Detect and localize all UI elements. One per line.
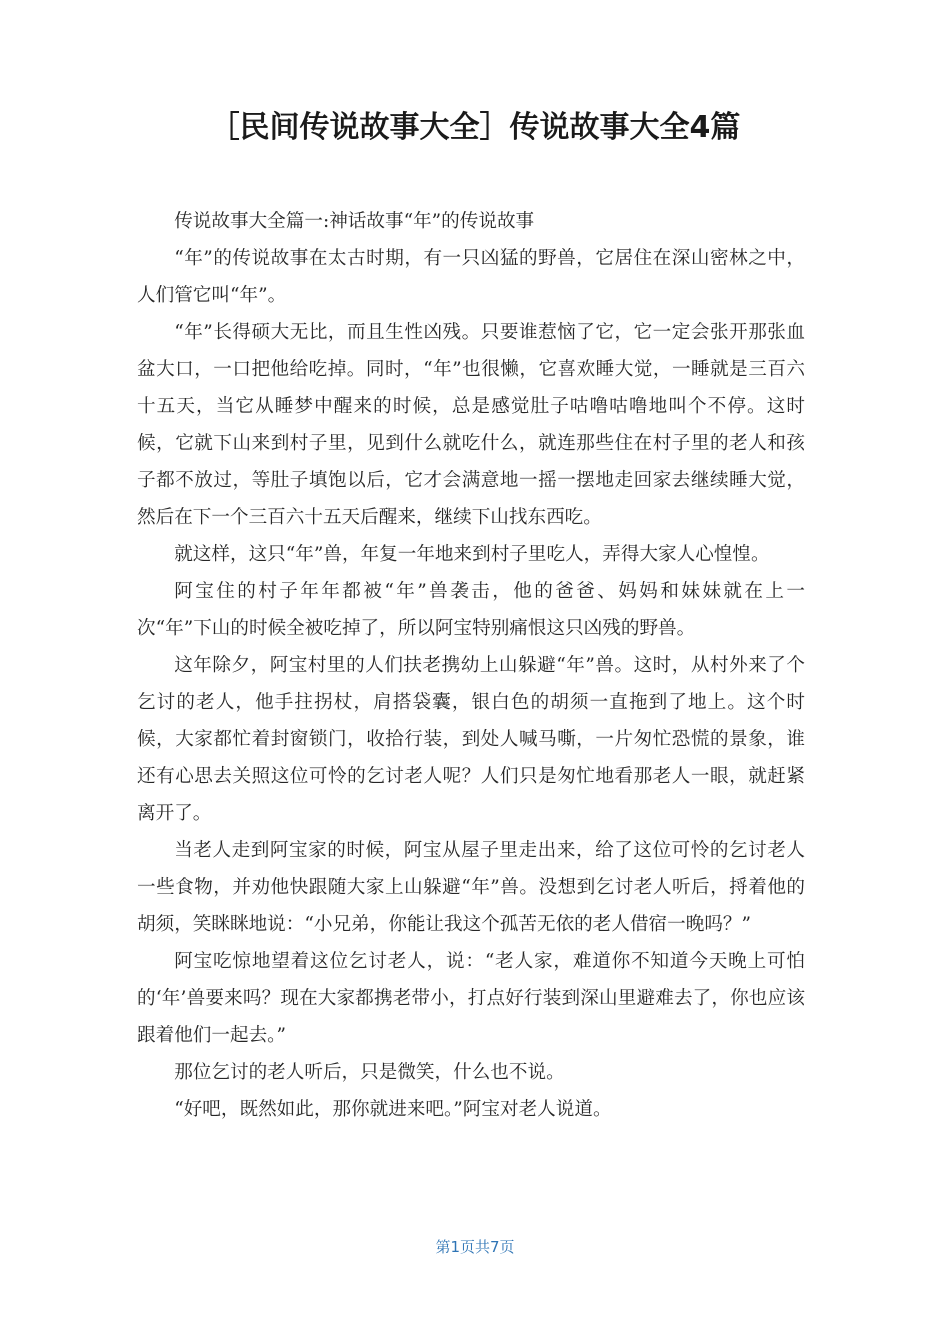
paragraph: 阿宝住的村子年年都被“年”兽袭击，他的爸爸、妈妈和妹妹就在上一次“年”下山的时候全被吃掉了，所以阿宝特别痛恨这只凶残的野兽。 xyxy=(137,581,805,639)
page-footer: 第1页共7页 xyxy=(435,1238,515,1256)
paragraph: 那位乞讨的老人听后，只是微笑，什么也不说。 xyxy=(174,1062,565,1083)
paragraph: 就这样，这只“年”兽，年复一年地来到村子里吃人，弄得大家人心惶惶。 xyxy=(174,544,770,565)
paragraph: “年”长得硕大无比，而且生性凶残。只要谁惹恼了它，它一定会张开那张血盆大口，一口把他给吃掉。同时，“年”也很懒，它喜欢睡大觉，一睡就是三百六十五天，当它从睡梦中醒来的时候，总是感觉肚子咕噜咕噜地叫个不停。这时候，它就下山来到村子里，见到什么就吃什么，就连那些住在村子里的老人和孩子都不放过，等肚子填饱以后，它才会满意地一摇一摆地走回家去继续睡大觉，然后在下一个三百六十五天后醒来，继续下山找东西吃。 xyxy=(137,322,805,528)
paragraph: “年”的传说故事在太古时期，有一只凶猛的野兽，它居住在深山密林之中，人们管它叫“年”。 xyxy=(137,248,805,306)
document-body xyxy=(137,203,805,1128)
section-heading: 传说故事大全篇一:神话故事“年”的传说故事 xyxy=(174,211,535,232)
paragraph: 当老人走到阿宝家的时候，阿宝从屋子里走出来，给了这位可怜的乞讨老人一些食物，并劝他快跟随大家上山躲避“年”兽。没想到乞讨老人听后，捋着他的胡须，笑眯眯地说：“小兄弟，你能让我这个孤苦无依的老人借宿一晚吗？” xyxy=(137,840,805,935)
paragraph: 阿宝吃惊地望着这位乞讨老人，说：“老人家，难道你不知道今天晚上可怕的‘年’兽要来吗？现在大家都携老带小，打点好行装到深山里避难去了，你也应该跟着他们一起去。” xyxy=(137,951,805,1046)
paragraph: “好吧，既然如此，那你就进来吧。”阿宝对老人说道。 xyxy=(174,1099,612,1120)
document-title: ［民间传说故事大全］传说故事大全4篇 xyxy=(209,110,741,145)
paragraph: 这年除夕，阿宝村里的人们扶老携幼上山躲避“年”兽。这时，从村外来了个乞讨的老人，他手拄拐杖，肩搭袋囊，银白色的胡须一直拖到了地上。这个时候，大家都忙着封窗锁门，收拾行装，到处人喊马嘶，一片匆忙恐慌的景象，谁还有心思去关照这位可怜的乞讨老人呢？人们只是匆忙地看那老人一眼，就赶紧离开了。 xyxy=(137,655,805,824)
